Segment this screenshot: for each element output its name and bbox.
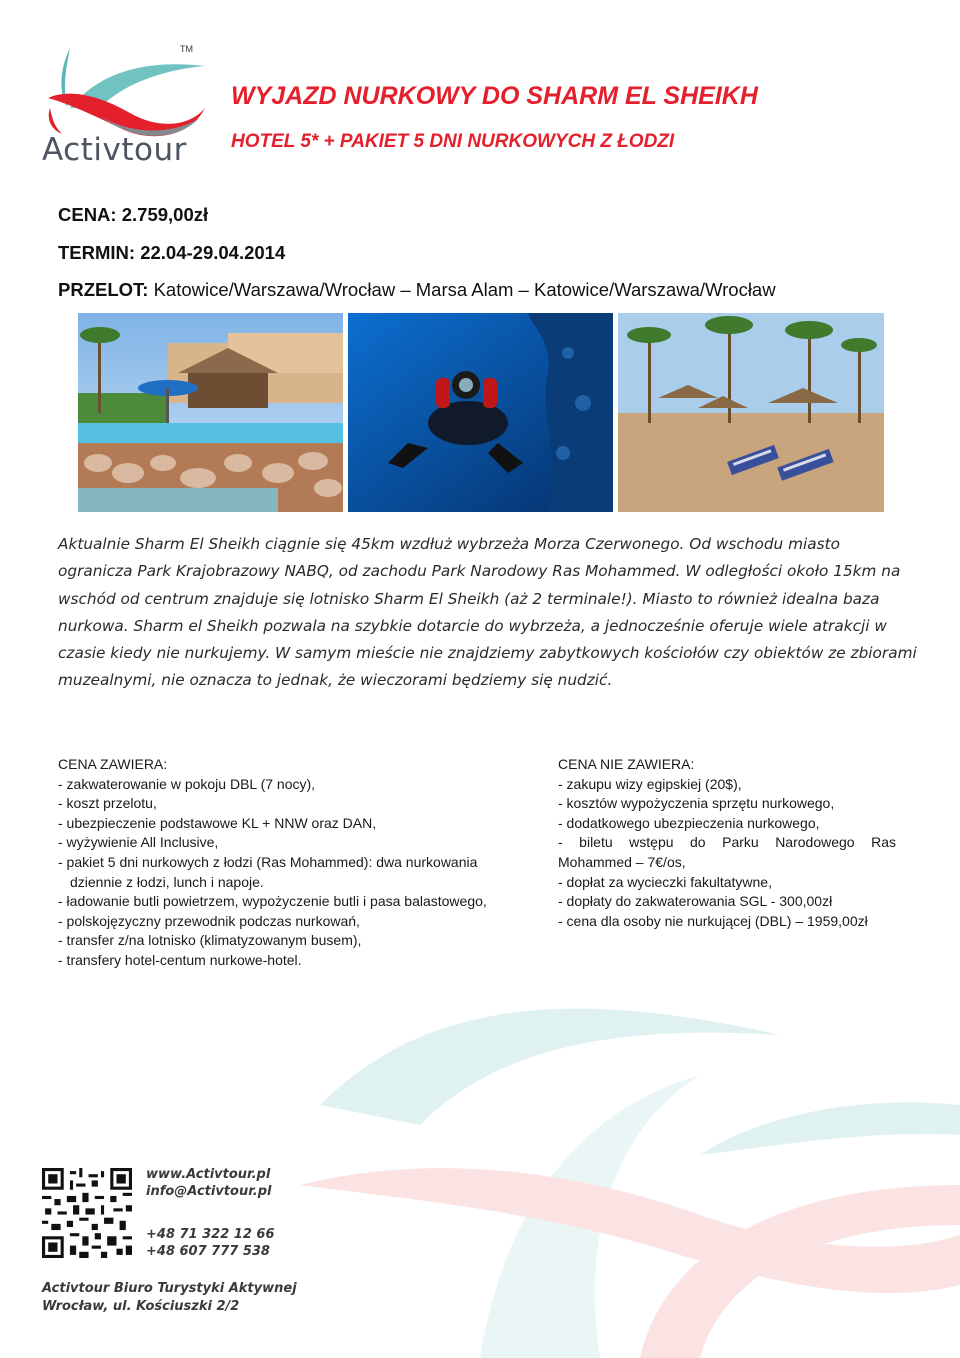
- price-excludes: [558, 755, 896, 931]
- list-item: - cena dla osoby nie nurkującej (DBL) – 1959,00zł: [558, 912, 868, 929]
- list-item: - ubezpieczenie podstawowe KL + NNW oraz DAN,: [58, 814, 377, 831]
- logo-wordmark: Activtour: [42, 132, 187, 168]
- list-item: - pakiet 5 dni nurkowych z łodzi (Ras Mohammed): dwa nurkowania: [58, 853, 478, 870]
- includes-list: [58, 775, 528, 971]
- website-link[interactable]: www.Activtour.pl: [146, 1167, 271, 1182]
- list-item: - dopłaty do zakwaterowania SGL - 300,00zł: [558, 893, 833, 910]
- list-item: - dodatkowego ubezpieczenia nurkowego,: [558, 814, 820, 831]
- list-item: dziennie z łodzi, lunch i napoje.: [70, 873, 264, 890]
- includes-heading: CENA ZAWIERA:: [58, 756, 168, 772]
- scuba-diver-photo: [348, 313, 613, 512]
- hotel-pool-photo: [78, 313, 343, 512]
- price-includes: [58, 755, 528, 971]
- phone-1: +48 71 322 12 66: [146, 1227, 275, 1242]
- list-item: - dopłat za wycieczki fakultatywne,: [558, 873, 772, 890]
- list-item: - polskojęzyczny przewodnik podczas nurkowań,: [58, 912, 360, 929]
- email-link[interactable]: info@Activtour.pl: [146, 1184, 272, 1199]
- dates-line: TERMIN: 22.04-29.04.2014: [58, 242, 286, 263]
- list-item: - ładowanie butli powietrzem, wypożyczenie butli i pasa balastowego,: [58, 893, 487, 910]
- list-item: - zakupu wizy egipskiej (20$),: [558, 775, 742, 792]
- company-address: Wrocław, ul. Kościuszki 2/2: [42, 1299, 240, 1314]
- flight-line: [58, 279, 776, 301]
- company-footer: [42, 1280, 297, 1316]
- excludes-list: [558, 775, 896, 932]
- beach-umbrellas-photo: [618, 313, 884, 512]
- list-item: - koszt przelotu,: [58, 795, 157, 812]
- flight-value: Katowice/Warszawa/Wrocław – Marsa Alam – Katowice/Warszawa/Wrocław: [153, 279, 776, 300]
- company-name: Activtour Biuro Turystyki Aktywnej: [42, 1281, 297, 1296]
- list-item: - zakwaterowanie w pokoju DBL (7 nocy),: [58, 775, 316, 792]
- phone-2: +48 607 777 538: [146, 1244, 270, 1259]
- price-line: CENA: 2.759,00zł: [58, 204, 209, 225]
- excludes-heading: CENA NIE ZAWIERA:: [558, 756, 695, 772]
- destination-description: Aktualnie Sharm El Sheikh ciągnie się 45km wzdłuż wybrzeża Morza Czerwonego. Od wschodu miasto ogranicza Park Krajobrazowy NABQ, od zachodu Park Narodowy Ras Mohammed. W odległości około 15km na wschód od centrum znajduje się lotnisko Sharm El Sheikh (aż 2 terminale!). Miasto to również idealna baza nurkowa. Sharm el Sheikh pozwala na szybkie dotarcie do wybrzeża, a jednocześnie oferuje wiele atrakcji w czasie kiedy nie nurkujemy. W samym mieście nie znajdziemy zabytkowych kościołów czy obiektów ze zbiorami muzealnymi, nie oznacza to jednak, że wieczorami będziemy się nudzić.: [58, 535, 917, 690]
- page-title: WYJAZD NURKOWY DO SHARM EL SHEIKH: [231, 82, 758, 110]
- qr-code: [42, 1168, 132, 1258]
- list-item: - wyżywienie All Inclusive,: [58, 834, 219, 851]
- trademark-symbol: TM: [180, 44, 193, 54]
- list-item: - transfer z/na lotnisko (klimatyzowanym busem),: [58, 932, 362, 949]
- list-item: - biletu wstępu do Parku Narodowego Ras Mohammed – 7€/os,: [558, 834, 896, 870]
- page-subtitle: HOTEL 5* + PAKIET 5 DNI NURKOWYCH Z ŁODZI: [231, 131, 675, 152]
- list-item: - kosztów wypożyczenia sprzętu nurkowego,: [558, 795, 835, 812]
- flight-label: PRZELOT:: [58, 279, 149, 300]
- list-item: - transfery hotel-centum nurkowe-hotel.: [58, 951, 302, 968]
